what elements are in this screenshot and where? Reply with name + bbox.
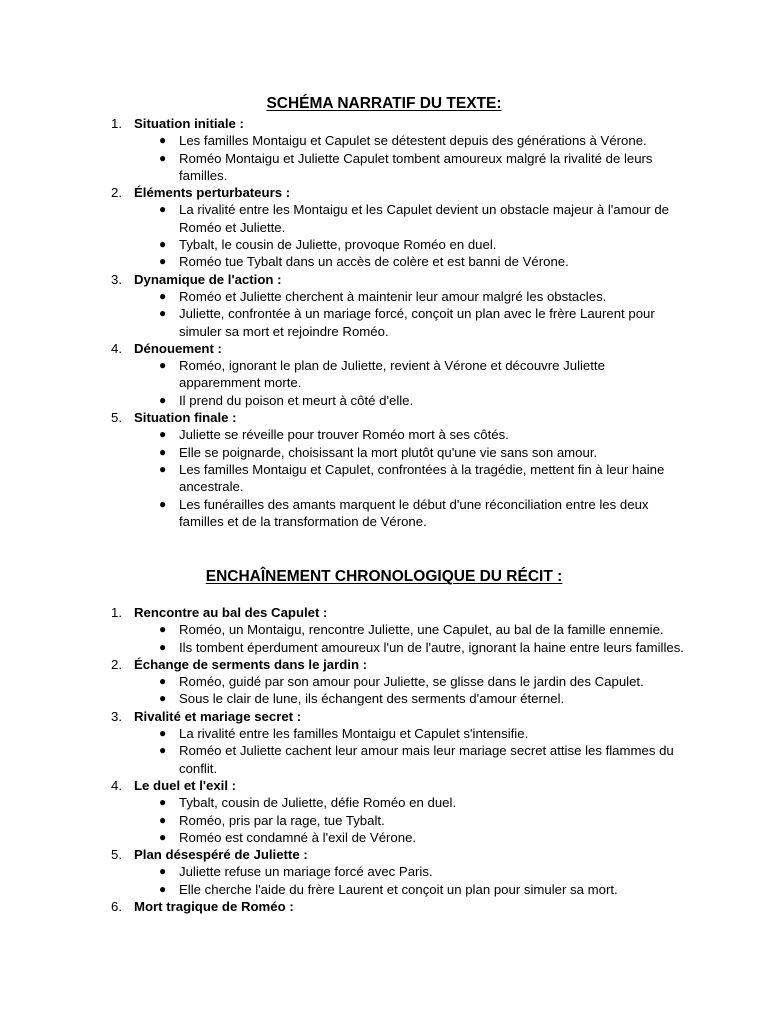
- bullet-list: [0, 725, 768, 777]
- bullet-list: [0, 426, 768, 530]
- list-number: 4.: [111, 777, 122, 793]
- bullet-text: Elle se poignarde, choisissant la mort plutôt qu'une vie sans son amour.: [179, 444, 598, 460]
- bullet-item: [159, 426, 684, 443]
- bullet-item: [159, 357, 684, 392]
- item-heading: Dénouement :: [134, 340, 222, 356]
- bullet-text: Tybalt, cousin de Juliette, défie Roméo en duel.: [179, 795, 457, 811]
- section-title: ENCHAÎNEMENT CHRONOLOGIQUE DU RÉCIT :: [205, 568, 563, 585]
- bullet-list: [0, 794, 768, 846]
- bullet-item: [159, 829, 684, 846]
- bullet-text: Tybalt, le cousin de Juliette, provoque Roméo en duel.: [179, 237, 497, 253]
- bullet-item: [159, 496, 684, 531]
- bullet-item: [159, 150, 684, 185]
- bullet-text: Juliette refuse un mariage forcé avec Paris.: [179, 864, 433, 880]
- bullet-text: Ils tombent éperdument amoureux l'un de l'autre, ignorant la haine entre leurs familles.: [179, 639, 684, 655]
- bullet-item: [159, 794, 684, 811]
- bullet-icon: ●: [159, 288, 167, 303]
- bullet-icon: ●: [159, 427, 167, 442]
- bullet-icon: ●: [159, 795, 167, 810]
- bullet-text: Roméo, un Montaigu, rencontre Juliette, une Capulet, au bal de la famille ennemie.: [179, 622, 664, 638]
- bullet-text: Juliette se réveille pour trouver Roméo mort à ses côtés.: [179, 427, 509, 443]
- bullet-text: Les familles Montaigu et Capulet se détestent depuis des générations à Vérone.: [179, 133, 647, 149]
- list-number: 4.: [111, 340, 122, 356]
- bullet-list: [0, 357, 768, 409]
- bullet-text: Sous le clair de lune, ils échangent des serments d'amour éternel.: [179, 691, 565, 707]
- list-item: [0, 115, 768, 184]
- list-item: [0, 184, 768, 270]
- list-item: [0, 340, 768, 409]
- item-heading: Rivalité et mariage secret :: [134, 708, 302, 724]
- bullet-icon: ●: [159, 133, 167, 148]
- bullet-list: [0, 621, 768, 656]
- bullet-text: Roméo est condamné à l'exil de Vérone.: [179, 829, 417, 845]
- bullet-item: [159, 742, 684, 777]
- list-number: 1.: [111, 605, 122, 620]
- bullet-text: Roméo et Juliette cherchent à maintenir leur amour malgré les obstacles.: [179, 288, 607, 304]
- item-heading: Situation initiale :: [134, 116, 244, 131]
- numbered-list: [0, 604, 768, 915]
- item-heading: Le duel et l'exil :: [134, 777, 237, 793]
- item-heading: Plan désespéré de Juliette :: [134, 847, 308, 863]
- bullet-icon: ●: [159, 812, 167, 827]
- bullet-item: [159, 288, 684, 305]
- list-item: [0, 409, 768, 530]
- bullet-item: [159, 305, 684, 340]
- bullet-item: [159, 639, 684, 656]
- bullet-icon: ●: [159, 622, 167, 637]
- bullet-text: Les funérailles des amants marquent le début d'une réconciliation entre les deux familles et de la transformation de Vérone.: [179, 496, 649, 529]
- bullet-icon: ●: [159, 254, 167, 269]
- bullet-icon: ●: [159, 202, 167, 217]
- bullet-item: [159, 673, 684, 690]
- bullet-icon: ●: [159, 726, 167, 741]
- bullet-item: [159, 392, 684, 409]
- list-item: [0, 604, 768, 656]
- bullet-icon: ●: [159, 461, 167, 476]
- list-number: 5.: [111, 847, 122, 863]
- bullet-item: [159, 863, 684, 880]
- bullet-icon: ●: [159, 496, 167, 511]
- list-item: [0, 708, 768, 777]
- bullet-icon: ●: [159, 881, 167, 896]
- bullet-icon: ●: [159, 150, 167, 165]
- bullet-icon: ●: [159, 864, 167, 879]
- bullet-text: La rivalité entre les Montaigu et les Capulet devient un obstacle majeur à l'amour de Roméo et Juliette.: [179, 202, 669, 235]
- bullet-icon: ●: [159, 829, 167, 844]
- bullet-icon: ●: [159, 237, 167, 252]
- bullet-text: Roméo, pris par la rage, tue Tybalt.: [179, 812, 385, 828]
- section-chronological-sequence: [0, 567, 768, 915]
- bullet-item: [159, 812, 684, 829]
- section-title: SCHÉMA NARRATIF DU TEXTE:: [266, 95, 502, 112]
- bullet-item: [159, 201, 684, 236]
- list-number: 3.: [111, 708, 122, 724]
- bullet-text: Elle cherche l'aide du frère Laurent et conçoit un plan pour simuler sa mort.: [179, 881, 618, 897]
- list-number: 2.: [111, 656, 122, 672]
- list-number: 3.: [111, 271, 122, 287]
- bullet-icon: ●: [159, 444, 167, 459]
- bullet-item: [159, 881, 684, 898]
- bullet-icon: ●: [159, 743, 167, 758]
- item-heading: Éléments perturbateurs :: [134, 185, 291, 201]
- bullet-item: [159, 725, 684, 742]
- item-heading: Situation finale :: [134, 410, 237, 426]
- list-item: [0, 898, 768, 915]
- bullet-icon: ●: [159, 392, 167, 407]
- list-number: 2.: [111, 185, 122, 201]
- bullet-list: [0, 201, 768, 270]
- bullet-item: [159, 236, 684, 253]
- bullet-text: Roméo tue Tybalt dans un accès de colère et est banni de Vérone.: [179, 254, 569, 270]
- item-heading: Dynamique de l'action :: [134, 271, 282, 287]
- bullet-item: [159, 444, 684, 461]
- bullet-text: Roméo, ignorant le plan de Juliette, revient à Vérone et découvre Juliette apparemment morte.: [179, 358, 605, 391]
- bullet-list: [0, 863, 768, 898]
- bullet-item: [159, 253, 684, 270]
- list-item: [0, 777, 768, 846]
- bullet-icon: ●: [159, 691, 167, 706]
- bullet-item: [159, 690, 684, 707]
- list-item: [0, 846, 768, 898]
- bullet-text: Roméo Montaigu et Juliette Capulet tombent amoureux malgré la rivalité de leurs familles.: [179, 150, 653, 183]
- bullet-icon: ●: [159, 674, 167, 689]
- numbered-list: [0, 115, 768, 530]
- bullet-text: Il prend du poison et meurt à côté d'elle.: [179, 392, 414, 408]
- bullet-icon: ●: [159, 639, 167, 654]
- bullet-text: Roméo, guidé par son amour pour Juliette, se glisse dans le jardin des Capulet.: [179, 674, 644, 690]
- item-heading: Mort tragique de Roméo :: [134, 899, 294, 915]
- list-number: 1.: [111, 116, 122, 131]
- bullet-item: [159, 621, 684, 638]
- bullet-item: [159, 132, 684, 149]
- list-item: [0, 271, 768, 340]
- list-item: [0, 656, 768, 708]
- bullet-list: [0, 132, 768, 184]
- bullet-list: [0, 288, 768, 340]
- bullet-text: Les familles Montaigu et Capulet, confrontées à la tragédie, mettent fin à leur haine ancestrale.: [179, 461, 665, 495]
- item-heading: Rencontre au bal des Capulet :: [134, 605, 328, 620]
- item-heading: Échange de serments dans le jardin :: [134, 656, 368, 672]
- bullet-text: Juliette, confrontée à un mariage forcé, conçoit un plan avec le frère Laurent pour simuler sa mort et rejoindre Roméo.: [179, 306, 655, 339]
- bullet-item: [159, 461, 684, 496]
- bullet-text: Roméo et Juliette cachent leur amour mais leur mariage secret attise les flammes du conflit.: [179, 743, 674, 776]
- list-number: 5.: [111, 410, 122, 426]
- bullet-icon: ●: [159, 306, 167, 321]
- bullet-list: [0, 673, 768, 708]
- bullet-icon: ●: [159, 358, 167, 373]
- section-narrative-schema: [0, 94, 768, 530]
- bullet-text: La rivalité entre les familles Montaigu et Capulet s'intensifie.: [179, 726, 529, 742]
- list-number: 6.: [111, 899, 122, 915]
